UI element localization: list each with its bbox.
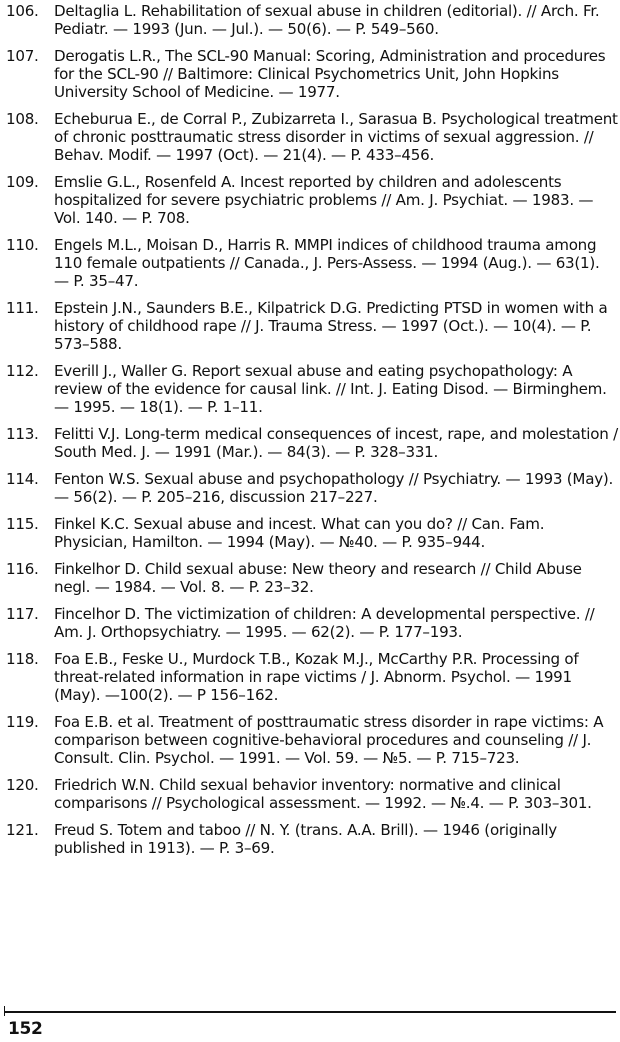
reference-text: Emslie G.L., Rosenfeld A. Incest reported by children and adolescents hospitalized for severe psychiatric problems // Am. J. Psychiat. — 1983. — Vol. 140. — P. 708. xyxy=(54,173,594,227)
reference-text: Epstein J.N., Saunders B.E., Kilpatrick D.G. Predicting PTSD in women with a history of childhood rape // J. Trauma Stress. — 1997 (Oct.). — 10(4). — P. 573–588. xyxy=(54,299,608,353)
reference-text: Deltaglia L. Rehabilitation of sexual abuse in children (editorial). // Arch. Fr. Pediatr. — 1993 (Jun. — Jul.). — 50(6). — P. 549–560. xyxy=(54,2,600,38)
reference-text: Finkelhor D. Child sexual abuse: New theory and research // Child Abuse negl. — 1984. — Vol. 8. — P. 23–32. xyxy=(54,560,582,596)
reference-number: 112. xyxy=(6,362,39,380)
reference-item xyxy=(6,821,618,857)
reference-text: Friedrich W.N. Child sexual behavior inventory: normative and clinical comparisons // Psychological assessment. — 1992. — №.4. — P. 303–301. xyxy=(54,776,592,812)
reference-number: 114. xyxy=(6,470,39,488)
reference-text: Foa E.B. et al. Treatment of posttraumatic stress disorder in rape victims: A comparison between cognitive-behavioral procedures and counseling // J. Consult. Clin. Psychol. — 1991. — Vol. 59. — №5. — P. 715–723. xyxy=(54,713,604,767)
reference-number: 110. xyxy=(6,236,39,254)
reference-number: 116. xyxy=(6,560,39,578)
reference-list xyxy=(6,2,618,866)
reference-number: 118. xyxy=(6,650,39,668)
reference-number: 111. xyxy=(6,299,39,317)
reference-item xyxy=(6,425,618,461)
reference-item xyxy=(6,650,618,704)
reference-text: Freud S. Totem and taboo // N. Y. (trans. A.A. Brill). — 1946 (originally published in 1913). — P. 3–69. xyxy=(54,821,557,857)
reference-text: Foa E.B., Feske U., Murdock T.B., Kozak M.J., McCarthy P.R. Processing of threat-related information in rape victims / J. Abnorm. Psychol. — 1991 (May). —100(2). — P 156–162. xyxy=(54,650,579,704)
reference-item xyxy=(6,605,618,641)
reference-item xyxy=(6,236,618,290)
reference-number: 117. xyxy=(6,605,39,623)
reference-item xyxy=(6,776,618,812)
footer-rule xyxy=(4,1011,616,1013)
reference-item xyxy=(6,47,618,101)
reference-item xyxy=(6,173,618,227)
reference-text: Echeburua E., de Corral P., Zubizarreta I., Sarasua B. Psychological treatment of chronic posttraumatic stress disorder in victims of sexual aggression. // Behav. Modif. — 1997 (Oct). — 21(4). — P. 433–456. xyxy=(54,110,618,164)
reference-item xyxy=(6,299,618,353)
reference-item xyxy=(6,713,618,767)
reference-number: 107. xyxy=(6,47,39,65)
reference-number: 108. xyxy=(6,110,39,128)
reference-item xyxy=(6,110,618,164)
reference-number: 113. xyxy=(6,425,39,443)
reference-text: Fenton W.S. Sexual abuse and psychopathology // Psychiatry. — 1993 (May). — 56(2). — P. 205–216, discussion 217–227. xyxy=(54,470,614,506)
reference-number: 121. xyxy=(6,821,39,839)
reference-text: Felitti V.J. Long-term medical consequences of incest, rape, and molestation / South Med. J. — 1991 (Mar.). — 84(3). — P. 328–331. xyxy=(54,425,618,461)
reference-text: Fincelhor D. The victimization of children: A developmental perspective. // Am. J. Orthopsychiatry. — 1995. — 62(2). — P. 177–193. xyxy=(54,605,595,641)
reference-number: 119. xyxy=(6,713,39,731)
reference-item xyxy=(6,2,618,38)
reference-number: 115. xyxy=(6,515,39,533)
page-number: 152 xyxy=(8,1019,43,1039)
reference-text: Finkel K.C. Sexual abuse and incest. What can you do? // Can. Fam. Physician, Hamilton. — 1994 (May). — №40. — P. 935–944. xyxy=(54,515,545,551)
reference-number: 106. xyxy=(6,2,39,20)
reference-item xyxy=(6,362,618,416)
reference-item xyxy=(6,560,618,596)
reference-text: Derogatis L.R., The SCL-90 Manual: Scoring, Administration and procedures for the SCL-90 // Baltimore: Clinical Psychometrics Unit, John Hopkins University School of Medicine. — 1977. xyxy=(54,47,606,101)
reference-text: Engels M.L., Moisan D., Harris R. MMPI indices of childhood trauma among 110 female outpatients // Canada., J. Pers-Assess. — 1994 (Aug.). — 63(1). — P. 35–47. xyxy=(54,236,600,290)
reference-text: Everill J., Waller G. Report sexual abuse and eating psychopathology: A review of the evidence for causal link. // Int. J. Eating Disod. — Birminghem. — 1995. — 18(1). — P. 1–11. xyxy=(54,362,607,416)
reference-number: 120. xyxy=(6,776,39,794)
reference-number: 109. xyxy=(6,173,39,191)
reference-item xyxy=(6,470,618,506)
reference-item xyxy=(6,515,618,551)
